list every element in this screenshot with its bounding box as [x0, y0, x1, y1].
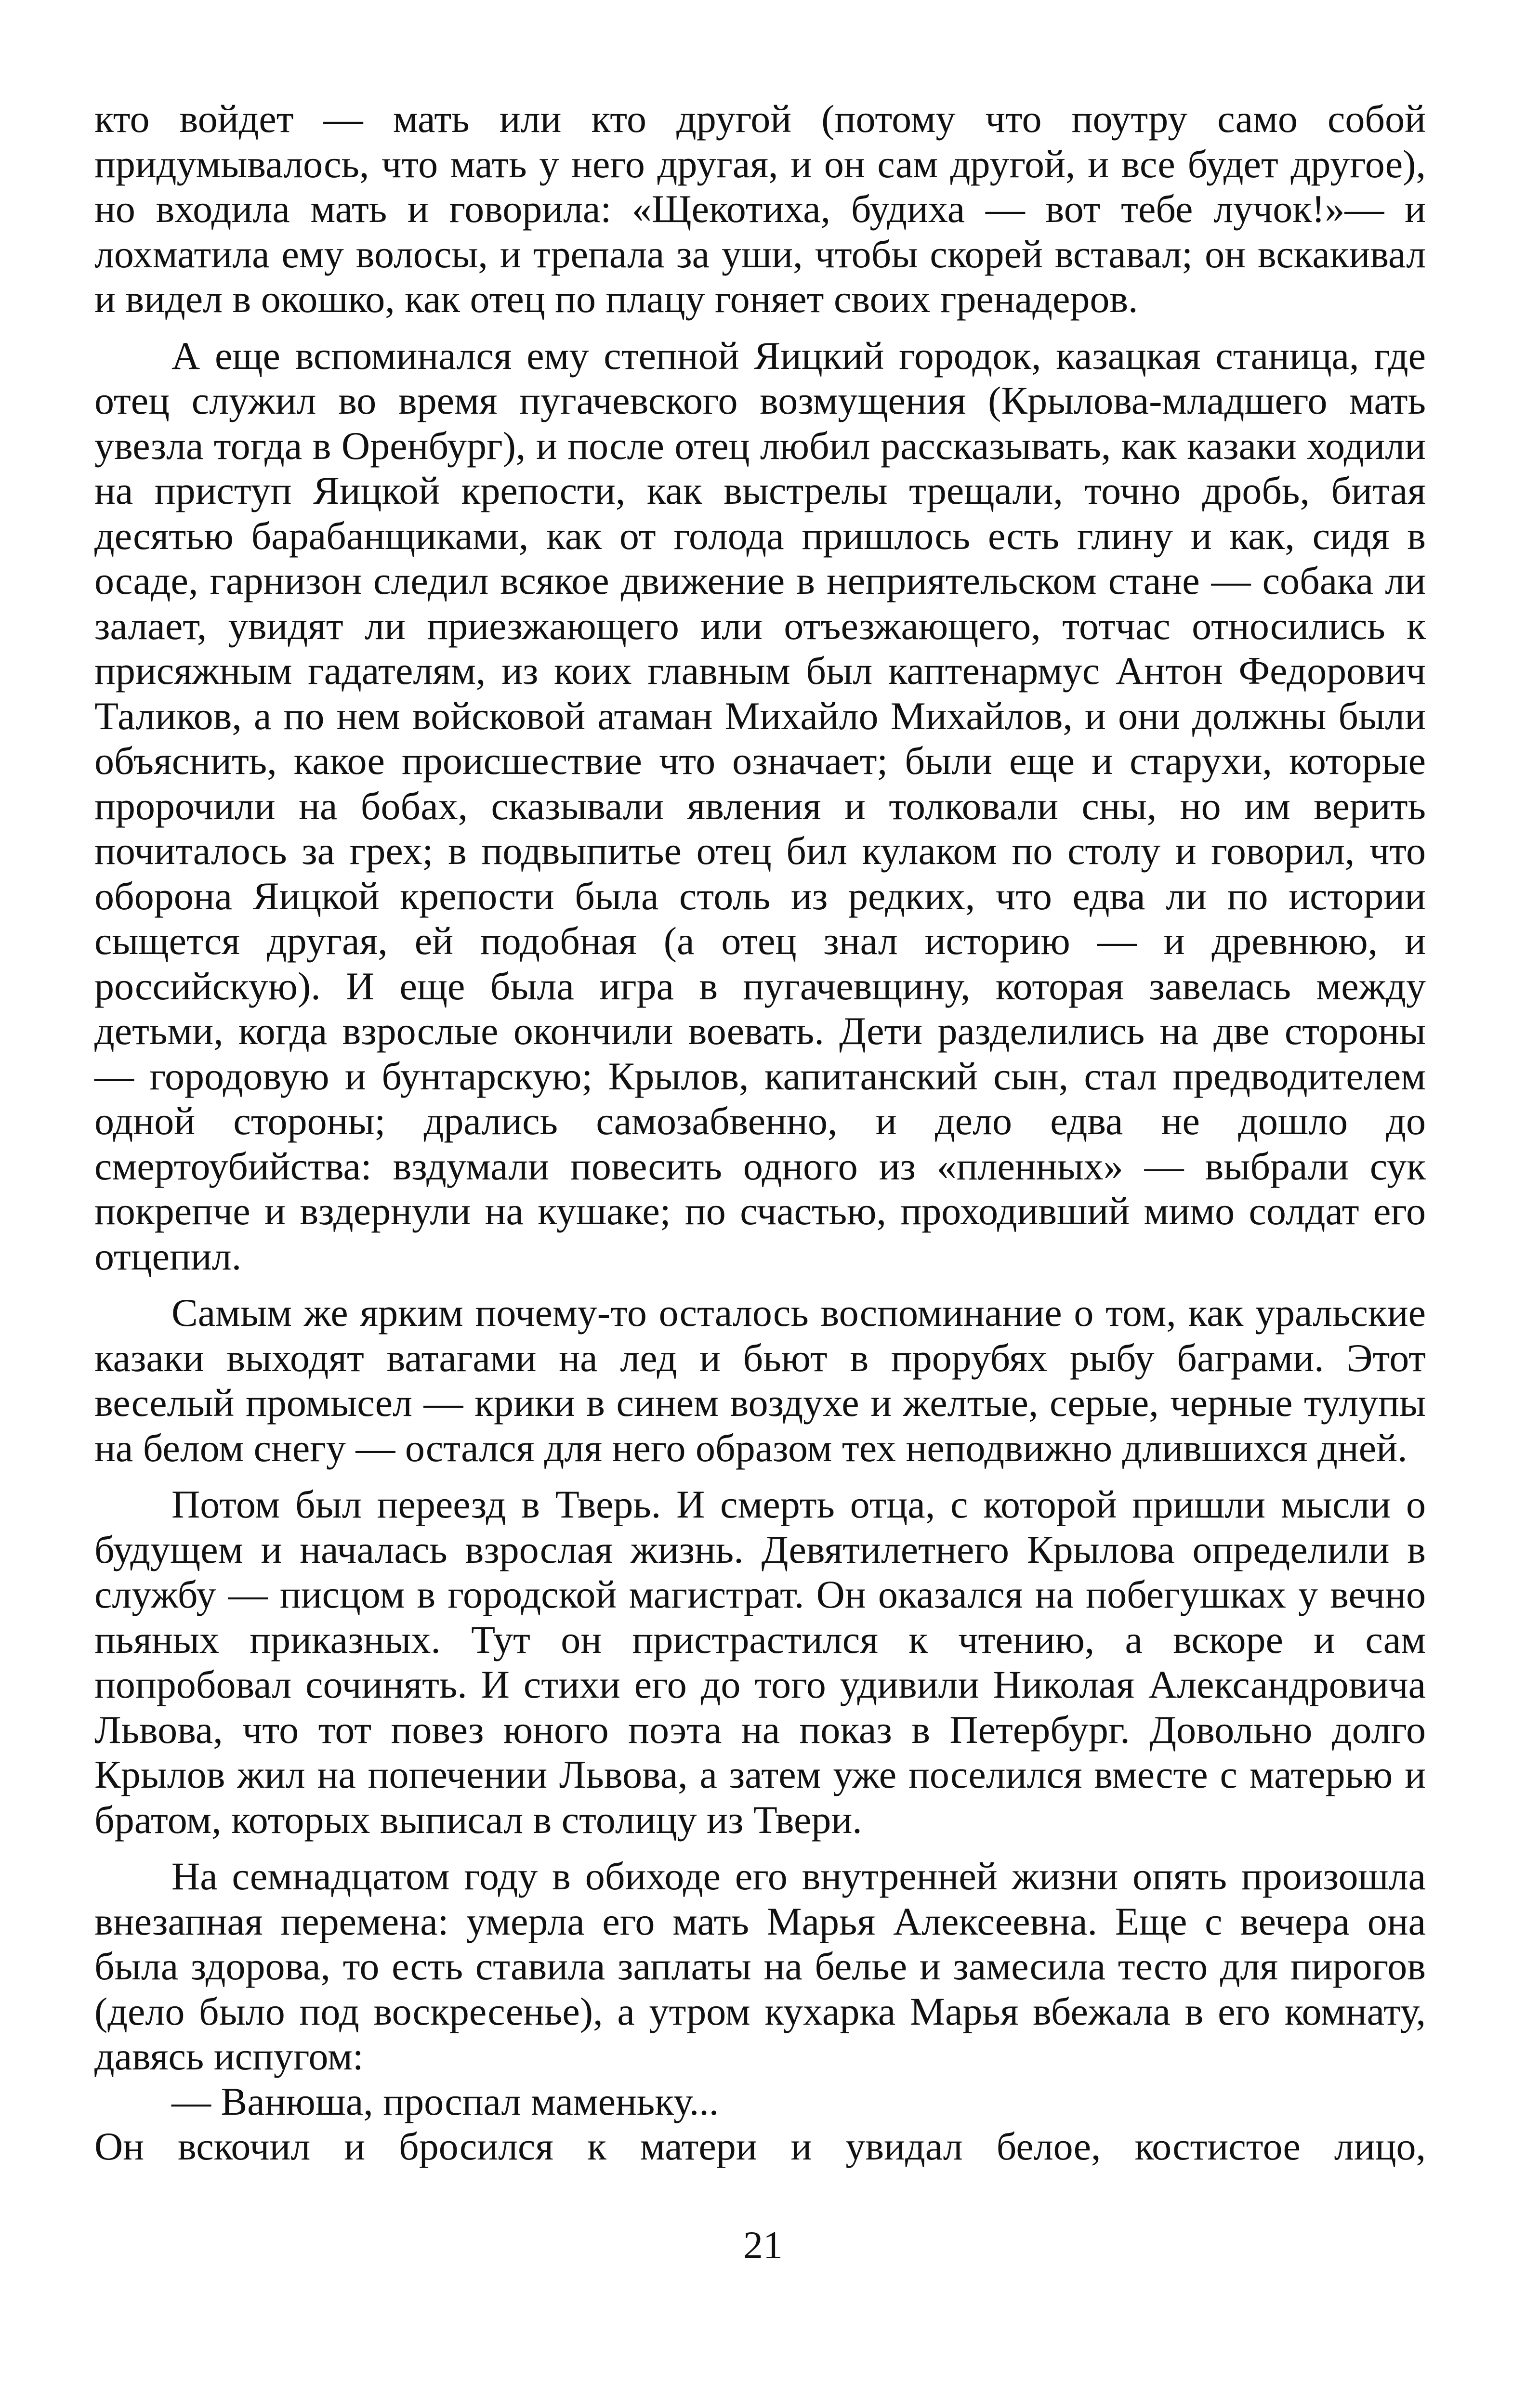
paragraph: Потом был переезд в Тверь. И смерть отца, с которой пришли мысли о будущем и началась взрослая жизнь. Девятилетнего Крылова определили в службу — писцом в городской магистрат. Он оказался на побегушках у вечно пьяных приказных. Тут он пристрастился к чтению, а вскоре и сам попробовал сочинять. И стихи его до того удивили Николая Александровича Львова, что тот повез юного поэта на показ в Петербург. Довольно долго Крылов жил на попечении Львова, а затем уже поселился вместе с матерью и братом, которых выписал в столицу из Твери.	[94, 1482, 1426, 1842]
page-number: 21	[743, 2223, 783, 2267]
paragraph: На семнадцатом году в обиходе его внутренней жизни опять произошла внезапная перемена: умерла его мать Марья Алексеевна. Еще с вечера она была здорова, то есть ставила заплаты на белье и замесила тесто для пирогов (дело было под воскресенье), а утром кухарка Марья вбежала в его комнату, давясь испугом:	[94, 1854, 1426, 2078]
page-text	[94, 96, 1426, 2169]
paragraph: А еще вспоминался ему степной Яицкий городок, казацкая станица, где отец служил во время пугачевского возмущения (Крылова-младшего мать увезла тогда в Оренбург), и после отец любил рассказывать, как казаки ходили на приступ Яицкой крепости, как выстрелы трещали, точно дробь, битая десятью барабанщиками, как от голода пришлось есть глину и как, сидя в осаде, гарнизон следил всякое движение в неприятельском стане — собака ли залает, увидят ли приезжающего или отъезжающего, тотчас относились к присяжным гадателям, из коих главным был каптенармус Антон Федорович Таликов, а по нем войсковой атаман Михайло Михайлов, и они должны были объяснить, какое происшествие что означает; были еще и старухи, которые пророчили на бобах, сказывали явления и толковали сны, но им верить почиталось за грех; в подвыпитье отец бил кулаком по столу и говорил, что оборона Яицкой крепости была столь из редких, что едва ли по истории сыщется другая, ей подобная (а отец знал историю — и древнюю, и российскую). И еще была игра в пугачевщину, которая завелась между детьми, когда взрослые окончили воевать. Дети разделились на две стороны — городовую и бунтарскую; Крылов, капитанский сын, стал предводителем одной стороны; дрались самозабвенно, и дело едва не дошло до смертоубийства: вздумали повесить одного из «пленных» — выбрали сук покрепче и вздернули на кушаке; по счастью, проходивший мимо солдат его отцепил.	[94, 333, 1426, 1278]
paragraph: Самым же ярким почему-то осталось воспоминание о том, как уральские казаки выходят ватагами на лед и бьют в прорубях рыбу баграми. Этот веселый промысел — крики в синем воздухе и желтые, серые, черные тулупы на белом снегу — остался для него образом тех неподвижно длившихся дней.	[94, 1291, 1426, 1470]
dialogue-line: — Ванюша, проспал маменьку...	[171, 2079, 719, 2123]
paragraph: кто войдет — мать или кто другой (потому что поутру само собой придумывалось, что мать у него другая, и он сам другой, и все будет другое), но входила мать и говорила: «Щекотиха, будиха — вот тебе лучок!»— и лохматила ему волосы, и трепала за уши, чтобы скорей вставал; он вскакивал и видел в окошко, как отец по плацу гоняет своих гренадеров.	[94, 97, 1426, 321]
paragraph-continued: Он вскочил и бросился к матери и увидал белое, костистое лицо,	[94, 2124, 1426, 2168]
